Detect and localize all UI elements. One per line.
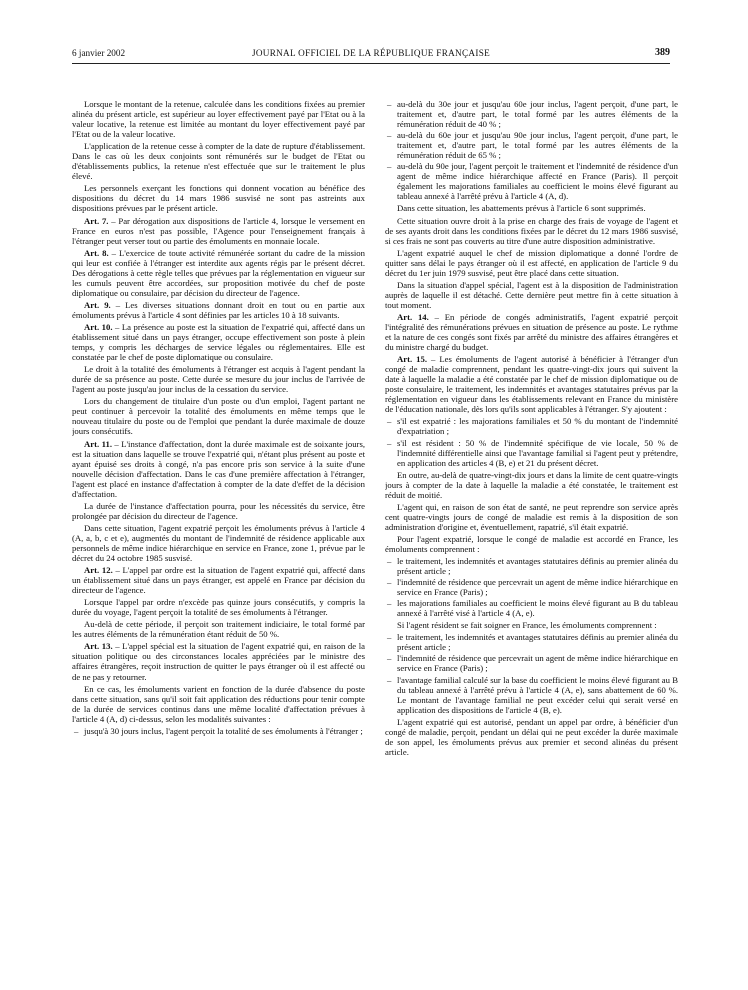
article-label: Art. 15. [397, 354, 428, 365]
paragraph: Lorsque le montant de la retenue, calculée dans les conditions fixées au premier alinéa du présent article, est supérieur au loyer effectivement payé par l'Etat ou à la valeur locative, la retenue est limitée au montant du loyer effectivement payé par l'Etat ou de la valeur locative. [72, 99, 365, 140]
paragraph: L'application de la retenue cesse à compter de la date de rupture d'établissement. Dans le cas où les deux conjoints sont rémunérés sur le budget de l'Etat ou d'établissements publics, la retenue n'est effectuée que sur le traitement le plus élevé. [72, 141, 365, 182]
list-item: – le traitement, les indemnités et avantages statutaires définis au premier alinéa du présent article ; [385, 556, 678, 576]
paragraph: Lorsque l'appel par ordre n'excède pas quinze jours consécutifs, y compris la durée du voyage, l'agent perçoit la totalité de ses émoluments à l'étranger. [72, 597, 365, 618]
paragraph: Dans la situation d'appel spécial, l'agent est à la disposition de l'administration auprès de laquelle il est détaché. Cette dernière peut mettre fin à cette situation à tout moment. [385, 279, 678, 310]
list-item: – le traitement, les indemnités et avantages statutaires définis au premier alinéa du présent article ; [385, 632, 678, 652]
article-13 [72, 641, 365, 681]
article-label: Art. 13. [84, 641, 113, 652]
paragraph: Cette situation ouvre droit à la prise en charge des frais de voyage de l'agent et de ses ayants droit dans les conditions fixées par le décret du 12 mars 1986 susvisé, si ces frais ne sont pas couverts au titre d'une autre disposition administrative. [385, 215, 678, 246]
article-text: – L'exercice de toute activité rémunérée sortant du cadre de la mission qui leur est confiée à l'étranger est interdite aux agents régis par le présent décret. Des dérogations à cette règle telles que prévues par la réglementation en vigueur sur les cumuls peuvent être accordées, sur proposition motivée du chef de poste diplomatique ou consulaire, par décision du directeur de l'agence. [72, 247, 365, 298]
list [385, 99, 678, 201]
paragraph: La durée de l'instance d'affectation pourra, pour les nécessités du service, être prolongée par décision du directeur de l'agence. [72, 500, 365, 521]
left-column [72, 99, 365, 971]
paragraph: Dans cette situation, les abattements prévus à l'article 6 sont supprimés. [397, 203, 646, 214]
list-item: – au-delà du 30e jour et jusqu'au 60e jour inclus, l'agent perçoit, d'une part, le traitement et, d'autre part, le total formé par les autres éléments de la rémunération réduit de 40 % ; [385, 99, 678, 129]
article-12 [72, 565, 365, 595]
article-14 [385, 312, 678, 352]
paragraph: L'agent expatrié qui est autorisé, pendant un appel par ordre, à bénéficier d'un congé de maladie, perçoit, pendant un délai qui ne peut excéder la durée maximale de son appel, les émoluments prévus aux premier et second alinéas du présent article. [385, 716, 678, 757]
article-text: – Les émoluments de l'agent autorisé à bénéficier à l'étranger d'un congé de maladie comprennent, pendant les quatre-vingt-dix jours qui suivent la date à laquelle la maladie a été constatée par le chef de mission diplomatique ou de poste consulaire, le traitement, les indemnités et avantages statutaires prévus par la réglementation en vigueur dans les établissements relevant en France du ministère de l'éducation nationale, dès lors qu'ils sont applicables à l'étranger. S'y ajoutent : [385, 354, 678, 415]
article-7 [72, 216, 365, 246]
article-10 [72, 322, 365, 362]
list-item: – au-delà du 60e jour et jusqu'au 90e jour inclus, l'agent perçoit, d'une part, le traitement et, d'autre part, le total formé par les autres éléments de la rémunération réduit de 65 % ; [385, 130, 678, 160]
list [72, 726, 365, 736]
list-item: – s'il est expatrié : les majorations familiales et 50 % du montant de l'indemnité d'expatriation ; [385, 416, 678, 436]
right-column [385, 99, 678, 971]
list-item: – l'indemnité de résidence que percevrait un agent de même indice hiérarchique en service en France (Paris) ; [385, 653, 678, 673]
article-11 [72, 439, 365, 499]
paragraph: L'agent qui, en raison de son état de santé, ne peut reprendre son service après cent quatre-vingts jours de congé de maladie est remis à la disposition de son administration d'origine et, éventuellement, rapatrié, s'il était expatrié. [385, 501, 678, 532]
article-text: – La présence au poste est la situation de l'expatrié qui, affecté dans un établissement situé dans un pays étranger, occupe effectivement son poste à plein temps, y compris les décharges de service légales ou réglementaires. Elle est constatée par le chef de poste diplomatique ou consulaire. [72, 321, 365, 363]
list-item: – l'avantage familial calculé sur la base du coefficient le moins élevé figurant au B du tableau annexé à l'arrêté prévu à l'article 4 (A, e), sans abattement de 60 %. Le montant de l'avantage familial ne peut excéder celui qui serait versé en application des dispositions de l'article 4 (B, e). [385, 675, 678, 715]
article-15 [385, 354, 678, 414]
list [385, 632, 678, 714]
list-item: – l'indemnité de résidence que percevrait un agent de même indice hiérarchique en service en France (Paris) ; [385, 577, 678, 597]
article-label: Art. 12. [84, 565, 113, 576]
article-text: – Par dérogation aux dispositions de l'article 4, lorsque le versement en France en euros n'est pas possible, l'Agence pour l'enseignement français à l'étranger peut verser tout ou partie des émoluments en monnaie locale. [72, 215, 365, 246]
paragraph: Le droit à la totalité des émoluments à l'étranger est acquis à l'agent pendant la durée de sa présence au poste. Cette durée se mesure du jour inclus de l'arrivée de l'agent au poste jusqu'au jour inclus de la cessation du service. [72, 364, 365, 395]
header-date: 6 janvier 2002 [72, 48, 126, 58]
article-label: Art. 14. [397, 311, 429, 322]
article-text: – L'appel spécial est la situation de l'agent expatrié qui, en raison de la situation politique ou des circonstances locales appréciées par le ministre des affaires étrangères, reçoit instruction de quitter le pays étranger où il est affecté ou de ne pas y retourner. [72, 641, 365, 682]
article-8 [72, 248, 365, 298]
page-number: 389 [655, 47, 670, 58]
paragraph: Si l'agent résident se fait soigner en France, les émoluments comprennent : [397, 620, 657, 631]
article-text: – L'appel par ordre est la situation de l'agent expatrié qui, affecté dans un établissement situé dans un pays étranger, est appelé en France par décision du directeur de l'agence. [72, 565, 365, 596]
page-header [72, 46, 670, 60]
list-item: – au-delà du 90e jour, l'agent perçoit le traitement et l'indemnité de résidence d'un agent de même indice hiérarchique affecté en France (Paris). Il perçoit également les majorations familiales au coefficient le moins élevé figurant au tableau annexé à l'arrêté prévu à l'article 4 (A, d). [385, 161, 678, 201]
paragraph: Les personnels exerçant les fonctions qui donnent vocation au bénéfice des dispositions du décret du 14 mars 1986 susvisé ne sont pas astreints aux dispositions prévues par le présent article. [72, 183, 365, 214]
paragraph: Pour l'agent expatrié, lorsque le congé de maladie est accordé en France, les émoluments comprennent : [385, 533, 678, 554]
paragraph: L'agent expatrié auquel le chef de mission diplomatique a donné l'ordre de quitter sans délai le pays étranger où il est affecté, en application de l'article 9 du décret du 1er juin 1979 susvisé, peut être placé dans cette situation. [385, 247, 678, 278]
list-item: – s'il est résident : 50 % de l'indemnité spécifique de vie locale, 50 % de l'indemnité différentielle ainsi que l'avantage familial si l'agent peut y prétendre, en application des articles 4 (B, e) et 21 du présent décret. [385, 438, 678, 468]
journal-title: JOURNAL OFFICIEL DE LA RÉPUBLIQUE FRANÇAISE [251, 48, 491, 58]
list [385, 416, 678, 467]
article-label: Art. 10. [84, 321, 113, 332]
paragraph: Lors du changement de titulaire d'un poste ou d'un emploi, l'agent partant ne peut continuer à percevoir la totalité des émoluments en même temps que le nouveau titulaire du poste ou de l'emploi que pendant la durée maximale de douze jours consécutifs. [72, 396, 365, 437]
list-item: – jusqu'à 30 jours inclus, l'agent perçoit la totalité de ses émoluments à l'étranger ; [72, 726, 365, 736]
article-label: Art. 8. [84, 247, 109, 258]
list-item: – les majorations familiales au coefficient le moins élevé figurant au B du tableau annexé à l'arrêté visé à l'article 4 (A, e). [385, 598, 678, 618]
article-9 [72, 300, 365, 320]
article-label: Art. 11. [84, 438, 112, 449]
paragraph: Dans cette situation, l'agent expatrié perçoit les émoluments prévus à l'article 4 (A, a, b, c et e), augmentés du montant de l'indemnité de résidence applicable aux personnels de même indice hiérarchique en service en France, zone 1, prévue par le décret du 24 octobre 1985 susvisé. [72, 522, 365, 564]
article-label: Art. 7. [84, 215, 109, 226]
article-text: – L'instance d'affectation, dont la durée maximale est de soixante jours, est la situation dans laquelle se trouve l'expatrié qui, n'étant plus présent au poste et ayant épuisé ses droits à congé, n'a pas encore pris son service à la suite d'une nouvelle décision d'affectation. Dans le cas d'une première affectation à l'étranger, l'agent est placé en instance d'affectation à compter de la date d'effet de la décision d'affectation. [72, 438, 365, 499]
paragraph: Au-delà de cette période, il perçoit son traitement indiciaire, le total formé par les autres éléments de la rémunération étant réduit de 50 %. [72, 619, 365, 640]
list [385, 556, 678, 618]
paragraph: En outre, au-delà de quatre-vingt-dix jours et dans la limite de cent quatre-vingts jours à compter de la date à laquelle la maladie a été constatée, le traitement est réduit de moitié. [385, 469, 678, 500]
article-text: – En période de congés administratifs, l'agent expatrié perçoit l'intégralité des rémunérations prévues en situation de présence au poste. Le rythme et la nature de ces congés sont fixés par arrêté du ministre des affaires étrangères et du ministre chargé du budget. [385, 311, 678, 353]
header-rule [72, 63, 670, 64]
article-text: – Les diverses situations donnant droit en tout ou en partie aux émoluments prévus à l'article 4 sont définies par les articles 10 à 18 suivants. [72, 299, 365, 320]
paragraph: En ce cas, les émoluments varient en fonction de la durée d'absence du poste dans cette situation, sans qu'il soit fait application des réductions pour tenir compte de la durée de services continus dans une même localité d'affectation prévues à l'article 4 (A, d) ci-dessus, selon les modalités suivantes : [72, 683, 365, 724]
article-label: Art. 9. [84, 299, 111, 310]
